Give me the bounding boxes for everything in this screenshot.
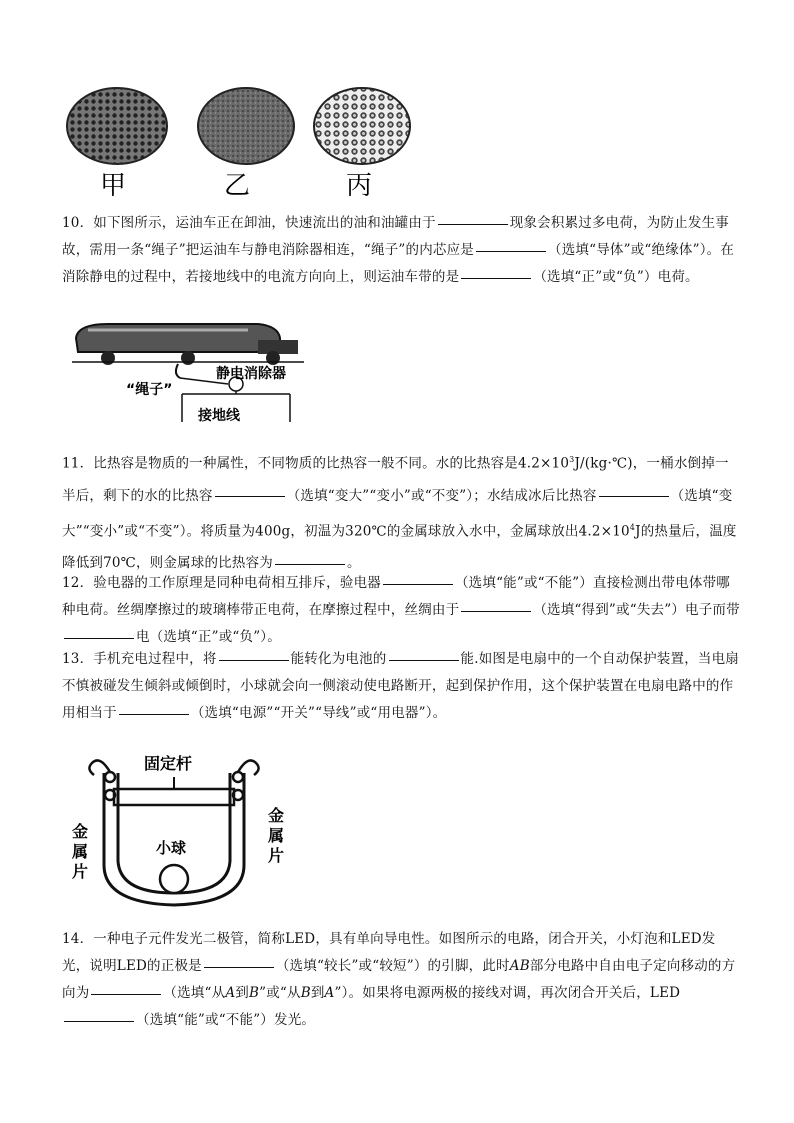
question-11: 11．比热容是物质的一种属性，不同物质的比热容一般不同。水的比热容是$4.2\times 10^3J/(kg\cdot℃)$，一桶水倒掉一半后，剩下的水的比热容 （选填“变大”“变小”或“不变”）；水结成冰后比热容 （选填“变大”“变小”或“不变”）。将质量为400g，初温为320℃的金属球放入水中，金属球放出$4.2\times 10^4J$的热量后，温度降低到70℃，则金属球的比热容为 。	[62, 455, 737, 571]
right-metal-label	[267, 806, 284, 865]
q14-blank-1[interactable]	[204, 966, 274, 968]
q11-blank-1[interactable]	[215, 495, 285, 497]
question-14: 14．一种电子元件发光二极管，简称LED，具有单向导电性。如图所示的电路，闭合开关，小灯泡和LED发光，说明LED的正极是 （选填“较长”或“较短”）的引脚，此时AB部分电路中自由电子定向移动的方向为 （选填“从A到B”或“从B到A”）。如果将电源两极的接线对调，再次闭合开关后，LED（选填“能”或“不能”）发光。	[62, 931, 736, 1028]
q14-blank-3[interactable]	[64, 1020, 134, 1022]
q11-blank-3[interactable]	[275, 563, 345, 565]
q13-number: 13．	[62, 651, 94, 667]
svg-text:属: 属	[268, 826, 285, 845]
q10-number: 10．	[62, 215, 94, 231]
label-yi: 乙	[224, 171, 251, 199]
sample-images-figure	[62, 84, 422, 199]
rope-label: “绳子”	[126, 382, 173, 398]
q11-blank-2[interactable]	[599, 495, 669, 497]
q10-blank-3[interactable]	[461, 277, 531, 279]
svg-text:片: 片	[268, 846, 285, 865]
q13-blank-1[interactable]	[219, 659, 289, 661]
rod-label: 固定杆	[144, 754, 193, 773]
q13-blank-3[interactable]	[119, 713, 189, 715]
q14-blank-2[interactable]	[91, 993, 161, 995]
sample-jia	[67, 88, 167, 164]
q10-blank-1[interactable]	[438, 223, 508, 225]
label-bing: 丙	[346, 171, 373, 199]
q12-number: 12．	[62, 575, 94, 591]
left-metal-label	[71, 822, 88, 881]
svg-text:片: 片	[72, 862, 89, 881]
sample-yi	[198, 88, 294, 164]
question-13: 13．手机充电过程中，将 能转化为电池的 能.如图是电扇中的一个自动保护装置，当电扇不慎被碰发生倾斜或倾倒时，小球就会向一侧滚动使电路断开，起到保护作用，这个保护装置在电扇电路中的作用相当于 （选填“电源”“开关”“导线”或“用电器”）。	[62, 651, 739, 721]
question-10: 10．如下图所示，运油车正在卸油，快速流出的油和油罐由于 现象会积累过多电荷，为防止发生事故，需用一条“绳子”把运油车与静电消除器相连，“绳子”的内芯应是 （选填“导体”或“绝缘体”）。在消除静电的过程中，若接地线中的电流方向向上，则运油车带的是 （选填“正”或“负”）电荷。	[62, 215, 735, 285]
q10-blank-2[interactable]	[476, 250, 546, 252]
q14-number: 14．	[62, 931, 94, 947]
ball-label: 小球	[156, 839, 187, 857]
q12-blank-2[interactable]	[461, 610, 531, 612]
eliminator-label: 静电消除器	[216, 366, 286, 382]
svg-text:金: 金	[72, 822, 89, 841]
label-jia: 甲	[100, 171, 127, 199]
q13-blank-2[interactable]	[389, 659, 459, 661]
q12-blank-3[interactable]	[64, 637, 134, 639]
svg-text:属: 属	[72, 842, 89, 861]
question-12: 12．验电器的工作原理是同种电荷相互排斥，验电器 （选填“能”或“不能”）直接检测出带电体带哪种电荷。丝绸摩擦过的玻璃棒带正电荷，在摩擦过程中，丝绸由于 （选填“得到”或“失去”）电子而带电（选填“正”或“负”）。	[62, 575, 740, 645]
sample-bing	[314, 88, 410, 164]
q12-blank-1[interactable]	[383, 583, 453, 585]
q11-number: 11．	[62, 455, 94, 472]
tilt-switch-figure	[64, 745, 310, 915]
ball	[160, 865, 188, 893]
svg-text:金: 金	[268, 806, 285, 825]
oil-truck-figure	[68, 318, 308, 428]
ground-wire-label: 接地线	[198, 408, 240, 424]
